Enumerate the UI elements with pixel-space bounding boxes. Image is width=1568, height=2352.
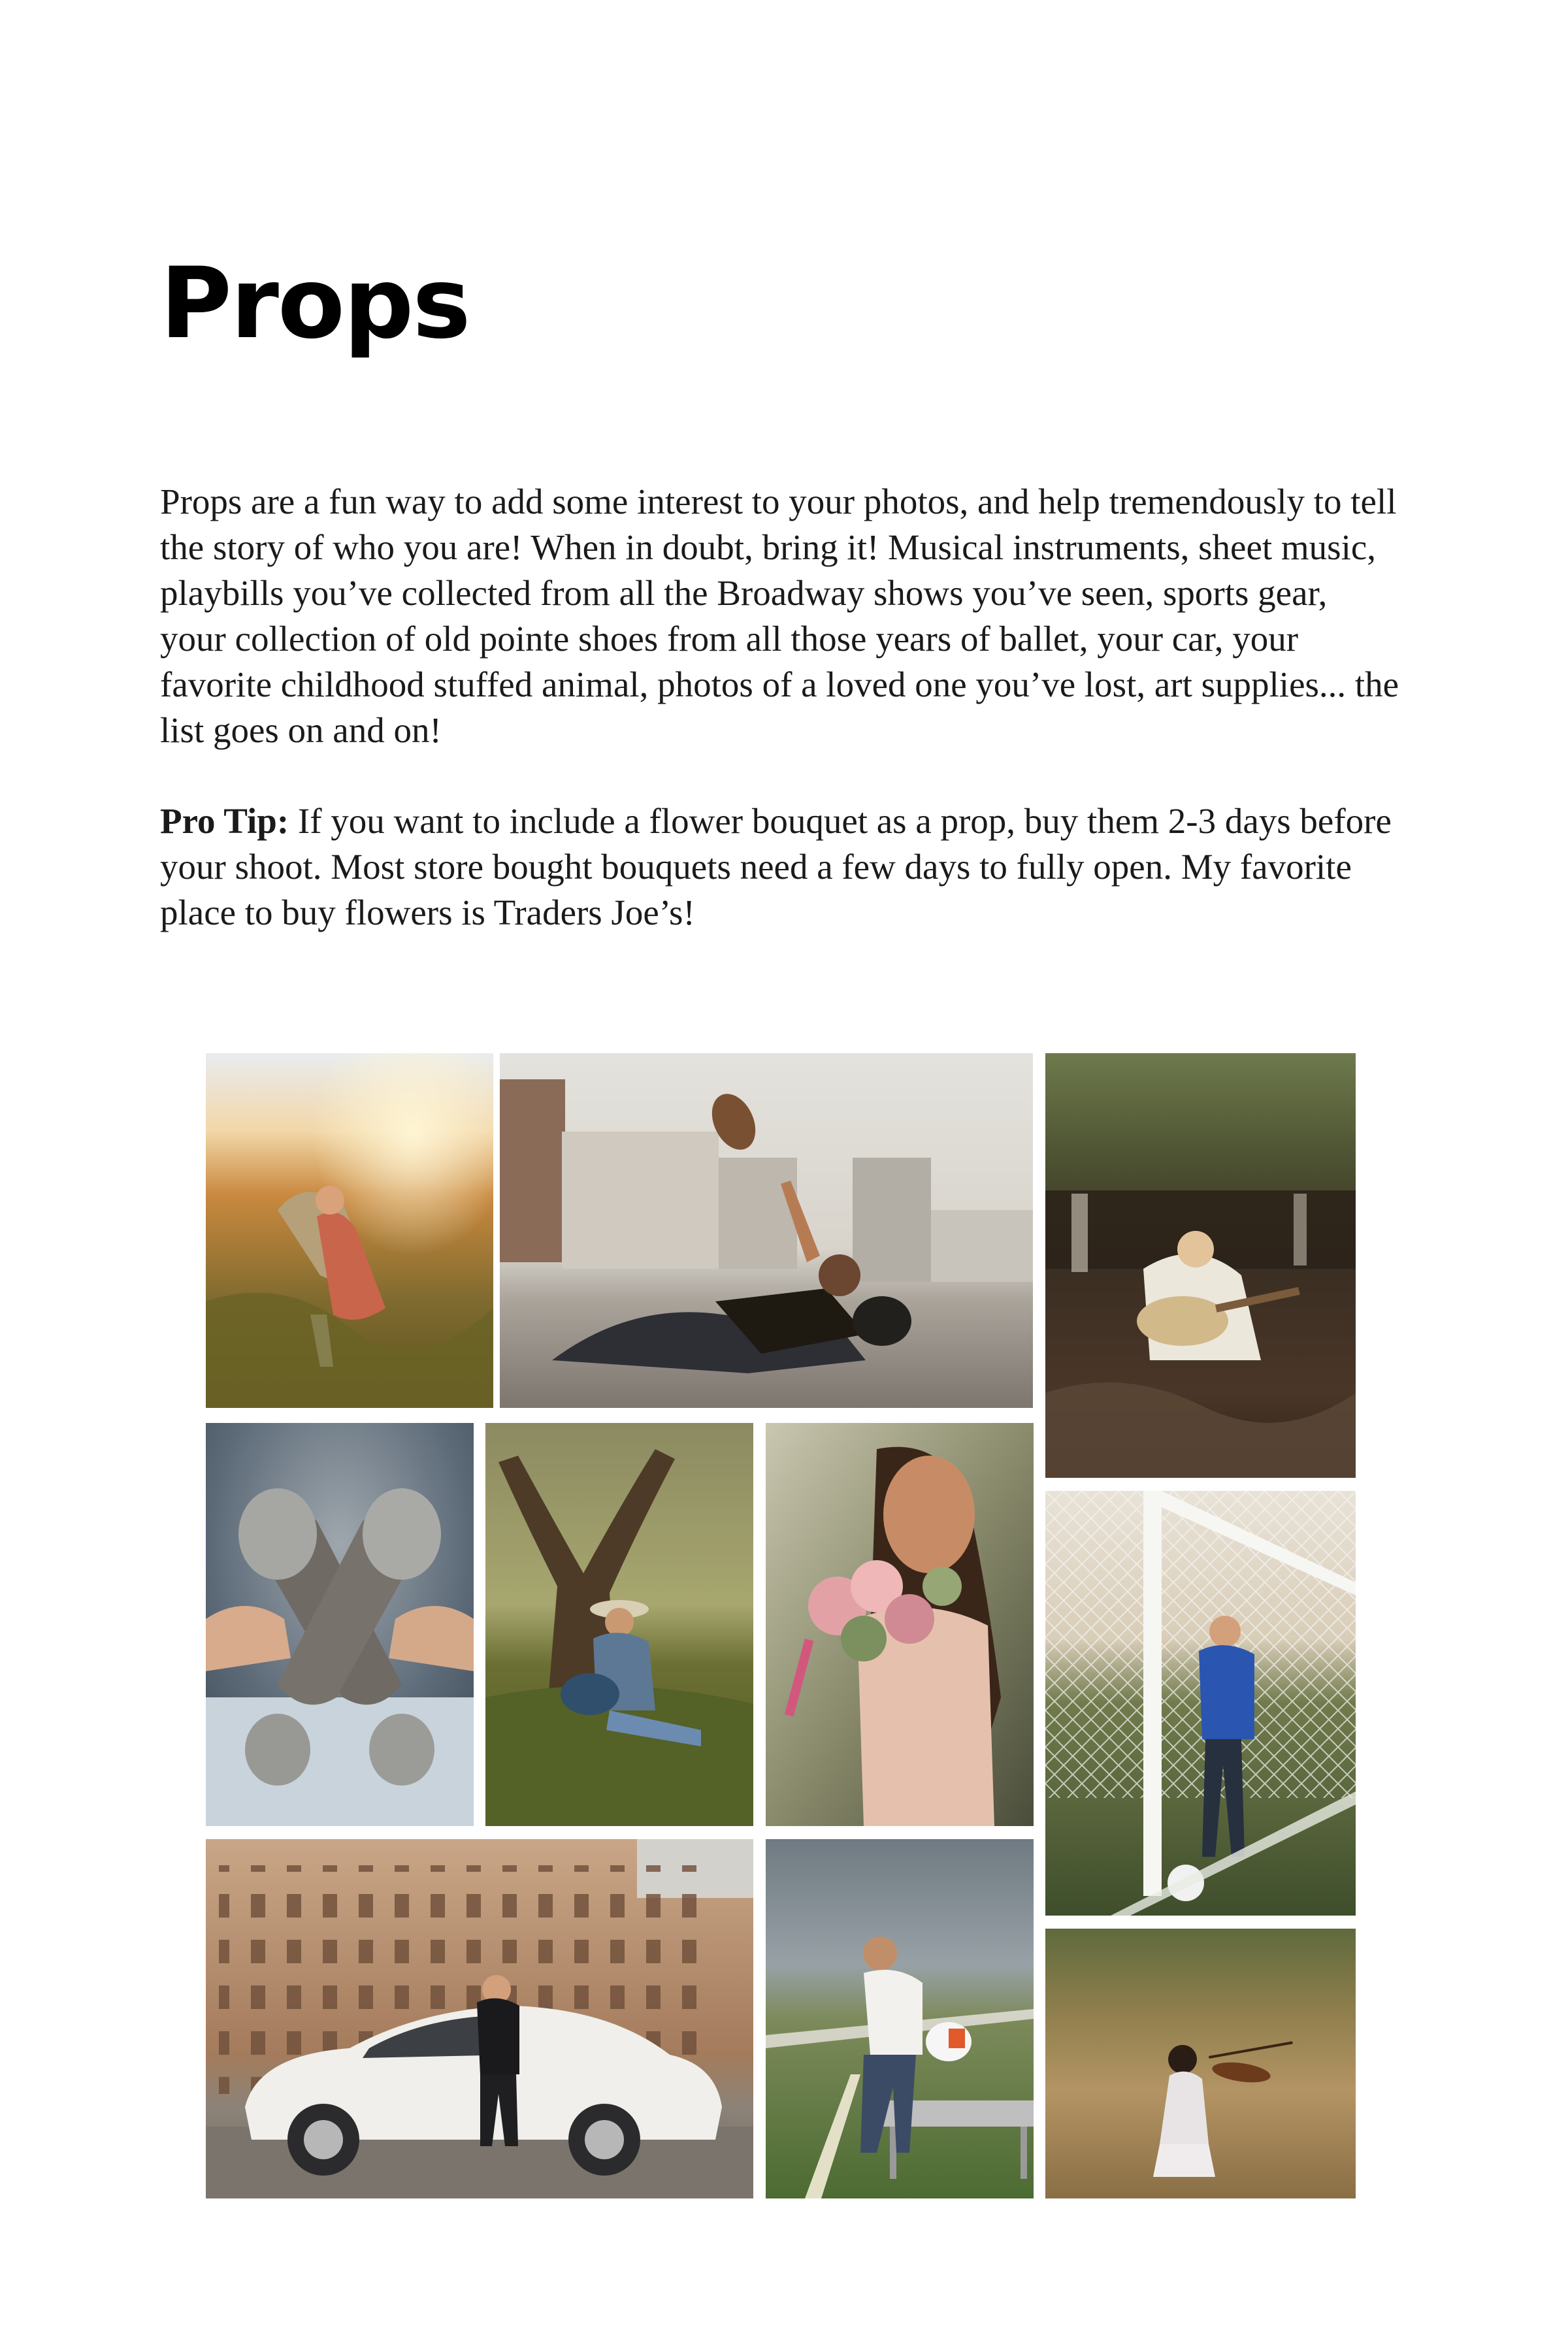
page-title: Props xyxy=(160,247,470,361)
photo-cowboy-guitar-tree xyxy=(485,1423,753,1826)
photo-football-rooftop xyxy=(500,1053,1033,1408)
photo-tap-shoes xyxy=(206,1423,474,1826)
photo-white-car xyxy=(206,1839,753,2198)
intro-paragraph: Props are a fun way to add some interest to your photos, and help tremendously to tell the story of who you are! When in doubt, bring it! Musical instruments, sheet music, playbills you’ve collected from all the Broadway shows you’ve seen, sports gear, your collection of old pointe shoes from all those years of ballet, your car, your favorite childhood stuffed animal, photos of a loved one you’ve lost, art supplies... the list goes on and on! xyxy=(160,482,1399,750)
photo-guitar-waterfall xyxy=(1045,1053,1356,1478)
pro-tip-label: Pro Tip: xyxy=(160,801,289,841)
photo-football-bench xyxy=(766,1839,1034,2198)
pro-tip-text: If you want to include a flower bouquet as a prop, buy them 2-3 days before your shoot. Most store bought bouquets need a few days to fully open. My favorite place to buy flowers is Traders Joe’s! xyxy=(160,801,1392,932)
photo-soccer-goal xyxy=(1045,1491,1356,1916)
pro-tip-paragraph xyxy=(160,798,1401,936)
photo-girl-chair-field xyxy=(206,1053,493,1408)
photo-violin-field xyxy=(1045,1929,1356,2198)
photo-girl-bouquet xyxy=(766,1423,1034,1826)
